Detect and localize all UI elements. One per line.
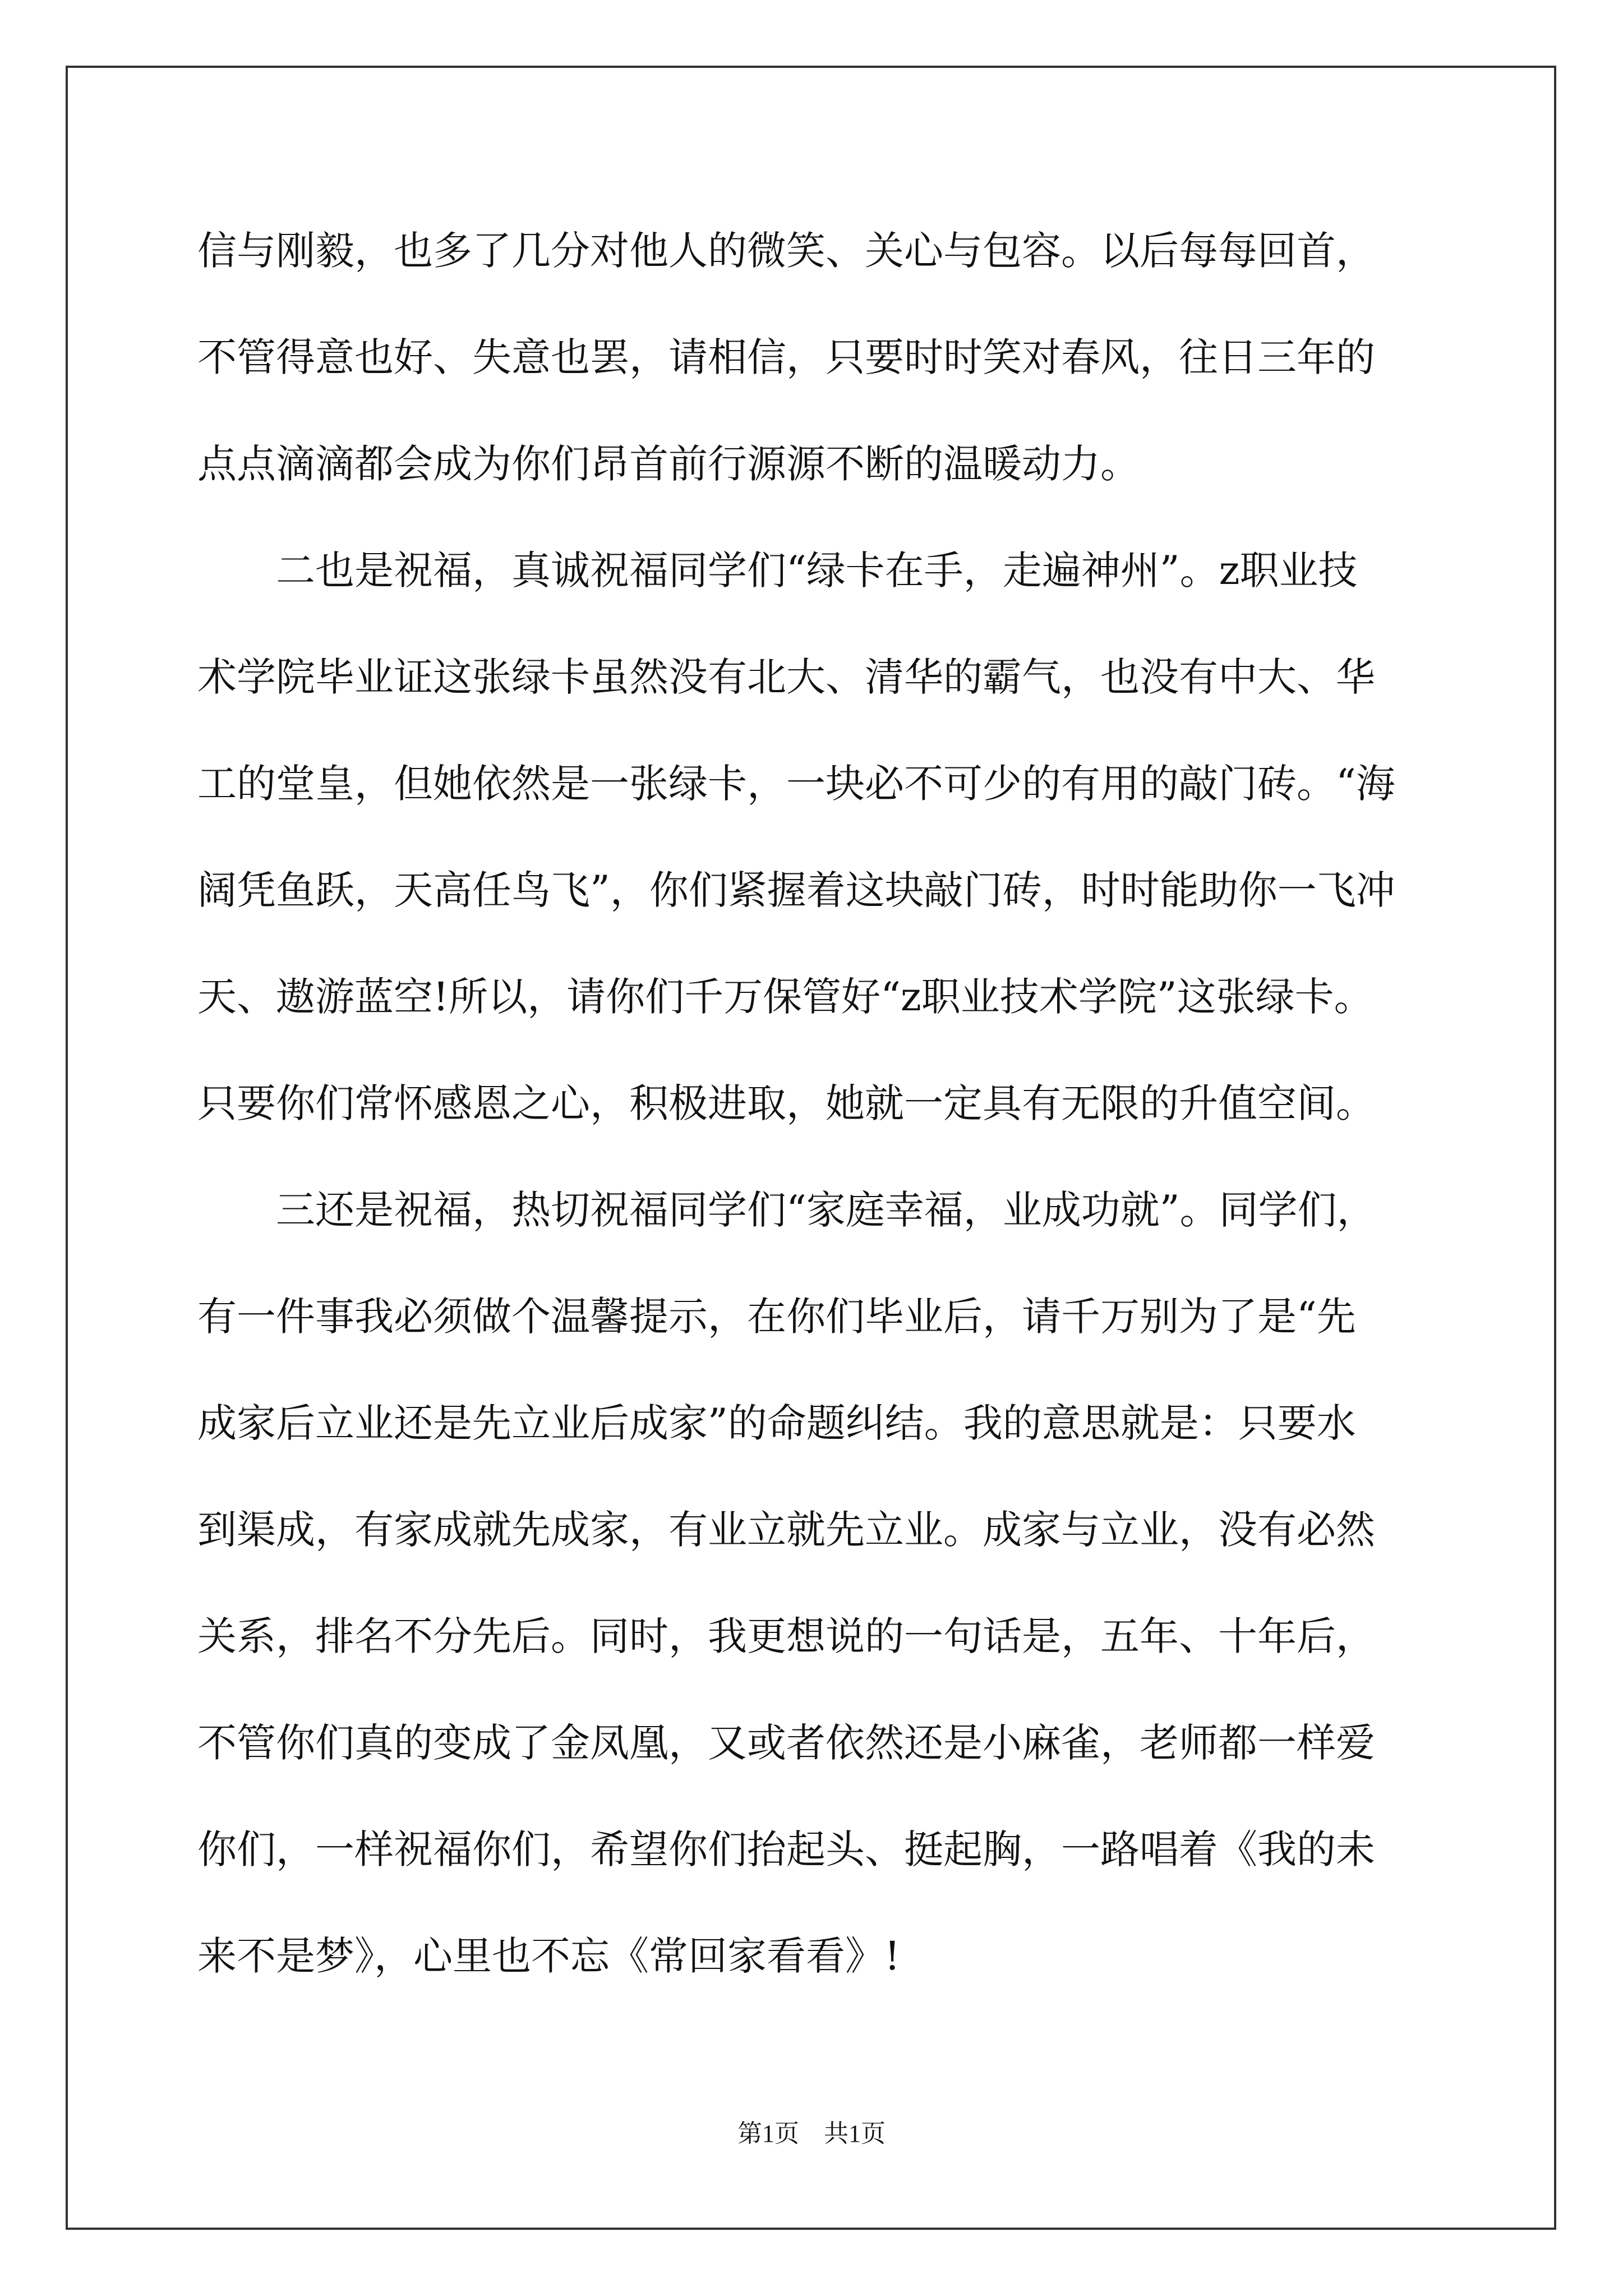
text-line: 二也是祝福，真诚祝福同学们“绿卡在手，走遍神州”。z职业技 bbox=[197, 547, 1358, 593]
text-line: 阔凭鱼跃，天高任鸟飞”，你们紧握着这块敲门砖，时时能助你一飞冲 bbox=[197, 867, 1395, 913]
text-line: 术学院毕业证这张绿卡虽然没有北大、清华的霸气，也没有中大、华 bbox=[197, 654, 1375, 700]
text-line: 天、遨游蓝空!所以，请你们千万保管好“z职业技术学院”这张绿卡。 bbox=[197, 974, 1373, 1020]
text-line: 不管得意也好、失意也罢，请相信，只要时时笑对春风，往日三年的 bbox=[197, 334, 1375, 380]
text-line: 工的堂皇，但她依然是一张绿卡，一块必不可少的有用的敲门砖。“海 bbox=[197, 761, 1395, 807]
text-line: 不管你们真的变成了金凤凰，又或者依然还是小麻雀，老师都一样爱 bbox=[197, 1720, 1375, 1766]
text-line: 成家后立业还是先立业后成家”的命题纠结。我的意思就是：只要水 bbox=[197, 1400, 1356, 1446]
text-line: 有一件事我必须做个温馨提示，在你们毕业后，请千万别为了是“先 bbox=[197, 1294, 1356, 1340]
text-line: 三还是祝福，热切祝福同学们“家庭幸福，业成功就”。同学们， bbox=[197, 1187, 1376, 1233]
text-line: 到渠成，有家成就先成家，有业立就先立业。成家与立业，没有必然 bbox=[197, 1507, 1375, 1553]
text-line: 点点滴滴都会成为你们昂首前行源源不断的温暖动力。 bbox=[197, 441, 1140, 487]
text-line: 关系，排名不分先后。同时，我更想说的一句话是，五年、十年后， bbox=[197, 1613, 1375, 1659]
text-line: 只要你们常怀感恩之心，积极进取，她就一定具有无限的升值空间。 bbox=[197, 1080, 1375, 1126]
page-number: 第1页 共1页 bbox=[737, 2120, 886, 2147]
text-line: 来不是梦》，心里也不忘《常回家看看》! bbox=[197, 1933, 901, 1979]
document-body bbox=[197, 197, 1426, 2009]
text-line: 你们，一样祝福你们，希望你们抬起头、挺起胸，一路唱着《我的未 bbox=[197, 1826, 1375, 1872]
text-line: 信与刚毅，也多了几分对他人的微笑、关心与包容。以后每每回首， bbox=[197, 228, 1375, 274]
